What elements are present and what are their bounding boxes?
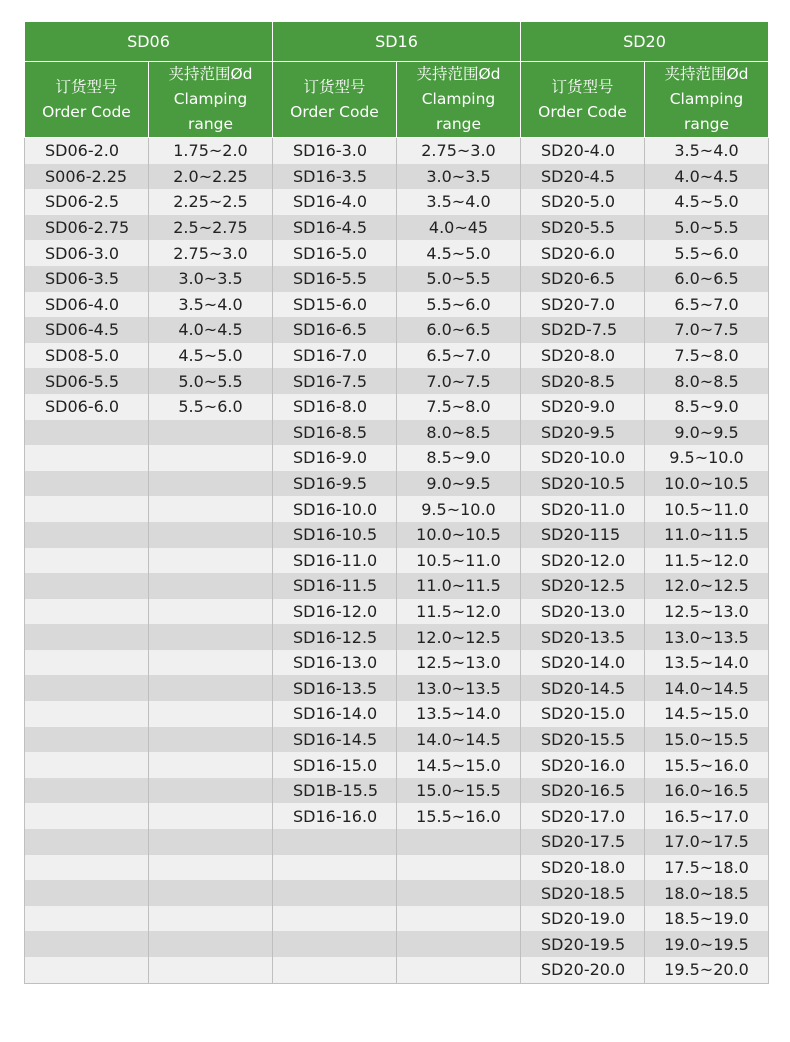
- table-row: [25, 445, 769, 471]
- sd06-order-code-cell: [25, 855, 149, 881]
- sd06-order-code-cell: [25, 445, 149, 471]
- sd16-order-code-cell: SD16-10.5: [273, 522, 397, 548]
- sd16-order-code-cell: SD16-8.0: [273, 394, 397, 420]
- sd20-clamping-range-cell: 15.0~15.5: [645, 727, 769, 753]
- sd16-clamping-range-cell: 10.0~10.5: [397, 522, 521, 548]
- sd16-order-code-cell: [273, 855, 397, 881]
- sd20-clamping-range-cell: 17.0~17.5: [645, 829, 769, 855]
- sd16-order-code-cell: SD16-4.5: [273, 215, 397, 241]
- order-code-cn-label: 订货型号: [551, 77, 614, 96]
- sd06-order-code-cell: [25, 701, 149, 727]
- order-code-en-label: Order Code: [42, 102, 131, 121]
- sd16-clamping-range-cell: 4.0~45: [397, 215, 521, 241]
- sd16-order-code-cell: SD16-5.5: [273, 266, 397, 292]
- sd20-clamping-range-cell: 4.5~5.0: [645, 189, 769, 215]
- sd16-clamping-range-cell: [397, 855, 521, 881]
- sd20-clamping-range-cell: 16.0~16.5: [645, 778, 769, 804]
- sd16-clamping-range-cell: 7.5~8.0: [397, 394, 521, 420]
- table-row: [25, 624, 769, 650]
- sd16-order-code-cell: SD16-6.5: [273, 317, 397, 343]
- sd06-clamping-range-cell: 5.0~5.5: [149, 368, 273, 394]
- sd16-order-code-cell: SD16-13.5: [273, 675, 397, 701]
- sd20-clamping-range-cell: 13.0~13.5: [645, 624, 769, 650]
- clamping-range-en-label: Clamping: [421, 90, 496, 108]
- sd06-order-code-cell: [25, 803, 149, 829]
- sd16-order-code-cell: SD16-3.5: [273, 164, 397, 190]
- column-header-clamping-range: [149, 62, 273, 138]
- sd16-order-code-cell: SD16-11.0: [273, 548, 397, 574]
- sd06-order-code-cell: [25, 957, 149, 983]
- sd06-clamping-range-cell: [149, 855, 273, 881]
- sd06-order-code-cell: [25, 471, 149, 497]
- sd16-clamping-range-cell: [397, 880, 521, 906]
- sd06-clamping-range-cell: 3.5~4.0: [149, 292, 273, 318]
- column-header-clamping-range: [645, 62, 769, 138]
- sd16-order-code-cell: [273, 829, 397, 855]
- sd20-clamping-range-cell: 19.0~19.5: [645, 931, 769, 957]
- table-row: [25, 701, 769, 727]
- sd16-clamping-range-cell: 14.5~15.0: [397, 752, 521, 778]
- clamping-range-en-label: Clamping: [669, 90, 744, 108]
- table-row: [25, 880, 769, 906]
- table-row: [25, 675, 769, 701]
- sd16-clamping-range-cell: 8.5~9.0: [397, 445, 521, 471]
- sd16-order-code-cell: SD16-12.5: [273, 624, 397, 650]
- table-row: [25, 931, 769, 957]
- sd06-clamping-range-cell: [149, 778, 273, 804]
- sd20-order-code-cell: SD2D-7.5: [521, 317, 645, 343]
- sd16-clamping-range-cell: 8.0~8.5: [397, 420, 521, 446]
- table-row: [25, 420, 769, 446]
- sd16-clamping-range-cell: [397, 829, 521, 855]
- sd20-order-code-cell: SD20-8.0: [521, 343, 645, 369]
- sd16-order-code-cell: SD1B-15.5: [273, 778, 397, 804]
- sd06-order-code-cell: [25, 496, 149, 522]
- sd06-clamping-range-cell: [149, 906, 273, 932]
- sd06-clamping-range-cell: [149, 957, 273, 983]
- table-body: [25, 138, 769, 984]
- sd20-order-code-cell: SD20-5.0: [521, 189, 645, 215]
- sd20-order-code-cell: SD20-10.5: [521, 471, 645, 497]
- sd20-order-code-cell: SD20-5.5: [521, 215, 645, 241]
- sd20-clamping-range-cell: 16.5~17.0: [645, 803, 769, 829]
- table-row: [25, 394, 769, 420]
- sd16-order-code-cell: [273, 931, 397, 957]
- sd06-order-code-cell: SD08-5.0: [25, 343, 149, 369]
- sd20-clamping-range-cell: 10.0~10.5: [645, 471, 769, 497]
- group-header-row: [25, 22, 769, 62]
- sd06-order-code-cell: SD06-4.0: [25, 292, 149, 318]
- table-row: [25, 727, 769, 753]
- sd06-clamping-range-cell: 4.0~4.5: [149, 317, 273, 343]
- table-row: [25, 471, 769, 497]
- sd16-clamping-range-cell: 11.0~11.5: [397, 573, 521, 599]
- sd06-clamping-range-cell: [149, 522, 273, 548]
- sd06-order-code-cell: [25, 931, 149, 957]
- table-row: [25, 496, 769, 522]
- sd06-order-code-cell: [25, 522, 149, 548]
- order-code-cn-label: 订货型号: [303, 77, 366, 96]
- table-row: [25, 829, 769, 855]
- sd20-order-code-cell: SD20-4.5: [521, 164, 645, 190]
- sd06-order-code-cell: SD06-4.5: [25, 317, 149, 343]
- sd20-order-code-cell: SD20-13.0: [521, 599, 645, 625]
- sd16-clamping-range-cell: 5.5~6.0: [397, 292, 521, 318]
- clamping-range-en-label-2: range: [435, 115, 482, 133]
- sd16-clamping-range-cell: 3.0~3.5: [397, 164, 521, 190]
- sd16-clamping-range-cell: 10.5~11.0: [397, 548, 521, 574]
- sd16-order-code-cell: SD16-13.0: [273, 650, 397, 676]
- sd16-clamping-range-cell: 6.5~7.0: [397, 343, 521, 369]
- sd20-clamping-range-cell: 18.5~19.0: [645, 906, 769, 932]
- order-code-en-label: Order Code: [290, 102, 379, 121]
- sd16-clamping-range-cell: 13.5~14.0: [397, 701, 521, 727]
- sd20-clamping-range-cell: 9.0~9.5: [645, 420, 769, 446]
- sd06-clamping-range-cell: [149, 496, 273, 522]
- sd06-order-code-cell: S006-2.25: [25, 164, 149, 190]
- sd06-order-code-cell: [25, 778, 149, 804]
- table-row: [25, 138, 769, 164]
- sd06-order-code-cell: [25, 880, 149, 906]
- table-header: [25, 22, 769, 138]
- table-row: [25, 650, 769, 676]
- sd06-order-code-cell: SD06-2.0: [25, 138, 149, 164]
- sd20-clamping-range-cell: 3.5~4.0: [645, 138, 769, 164]
- sd16-order-code-cell: SD16-9.0: [273, 445, 397, 471]
- sd06-clamping-range-cell: 2.75~3.0: [149, 240, 273, 266]
- sd20-clamping-range-cell: 11.5~12.0: [645, 548, 769, 574]
- sd20-order-code-cell: SD20-4.0: [521, 138, 645, 164]
- sd20-clamping-range-cell: 7.0~7.5: [645, 317, 769, 343]
- clamping-range-en-label-2: range: [683, 115, 730, 133]
- table-row: [25, 778, 769, 804]
- sd06-clamping-range-cell: [149, 471, 273, 497]
- sd06-order-code-cell: SD06-3.5: [25, 266, 149, 292]
- sd20-order-code-cell: SD20-16.5: [521, 778, 645, 804]
- sd06-order-code-cell: [25, 829, 149, 855]
- sd20-order-code-cell: SD20-6.5: [521, 266, 645, 292]
- sd20-order-code-cell: SD20-17.0: [521, 803, 645, 829]
- sd20-order-code-cell: SD20-18.5: [521, 880, 645, 906]
- sd06-clamping-range-cell: [149, 548, 273, 574]
- sd06-clamping-range-cell: [149, 624, 273, 650]
- sd16-clamping-range-cell: 5.0~5.5: [397, 266, 521, 292]
- sd06-order-code-cell: [25, 548, 149, 574]
- sd20-order-code-cell: SD20-9.0: [521, 394, 645, 420]
- sd20-order-code-cell: SD20-14.0: [521, 650, 645, 676]
- sd20-order-code-cell: SD20-115: [521, 522, 645, 548]
- table-row: [25, 189, 769, 215]
- clamping-range-cn-label: 夹持范围Ød: [168, 65, 253, 83]
- sd20-clamping-range-cell: 5.5~6.0: [645, 240, 769, 266]
- table-row: [25, 752, 769, 778]
- order-code-cn-label: 订货型号: [55, 77, 118, 96]
- sd16-clamping-range-cell: 13.0~13.5: [397, 675, 521, 701]
- sd20-order-code-cell: SD20-11.0: [521, 496, 645, 522]
- sd20-clamping-range-cell: 14.0~14.5: [645, 675, 769, 701]
- sd06-clamping-range-cell: 2.5~2.75: [149, 215, 273, 241]
- sd06-clamping-range-cell: [149, 829, 273, 855]
- sd20-order-code-cell: SD20-17.5: [521, 829, 645, 855]
- sd20-clamping-range-cell: 11.0~11.5: [645, 522, 769, 548]
- sd06-order-code-cell: [25, 650, 149, 676]
- sd20-order-code-cell: SD20-19.0: [521, 906, 645, 932]
- sd06-clamping-range-cell: [149, 880, 273, 906]
- sd16-clamping-range-cell: 14.0~14.5: [397, 727, 521, 753]
- sd16-order-code-cell: SD16-14.5: [273, 727, 397, 753]
- sd16-order-code-cell: SD16-4.0: [273, 189, 397, 215]
- order-code-en-label: Order Code: [538, 102, 627, 121]
- table-row: [25, 599, 769, 625]
- table-row: [25, 215, 769, 241]
- sd20-order-code-cell: SD20-20.0: [521, 957, 645, 983]
- sd20-clamping-range-cell: 9.5~10.0: [645, 445, 769, 471]
- sd16-clamping-range-cell: [397, 931, 521, 957]
- sd20-clamping-range-cell: 7.5~8.0: [645, 343, 769, 369]
- sd20-order-code-cell: SD20-14.5: [521, 675, 645, 701]
- sd20-clamping-range-cell: 12.0~12.5: [645, 573, 769, 599]
- sd16-clamping-range-cell: 9.0~9.5: [397, 471, 521, 497]
- sd20-clamping-range-cell: 19.5~20.0: [645, 957, 769, 983]
- sd16-order-code-cell: SD16-5.0: [273, 240, 397, 266]
- sd16-order-code-cell: SD16-15.0: [273, 752, 397, 778]
- sd20-clamping-range-cell: 6.0~6.5: [645, 266, 769, 292]
- table-row: [25, 957, 769, 983]
- sd20-order-code-cell: SD20-10.0: [521, 445, 645, 471]
- sd20-clamping-range-cell: 4.0~4.5: [645, 164, 769, 190]
- sd20-order-code-cell: SD20-19.5: [521, 931, 645, 957]
- table-row: [25, 317, 769, 343]
- table-row: [25, 240, 769, 266]
- sd16-order-code-cell: SD16-14.0: [273, 701, 397, 727]
- sd06-clamping-range-cell: 2.25~2.5: [149, 189, 273, 215]
- sd06-order-code-cell: SD06-3.0: [25, 240, 149, 266]
- sd06-order-code-cell: [25, 573, 149, 599]
- group-header-sd16: SD16: [273, 22, 521, 62]
- sd20-order-code-cell: SD20-12.5: [521, 573, 645, 599]
- sd16-order-code-cell: SD16-10.0: [273, 496, 397, 522]
- sd20-order-code-cell: SD20-8.5: [521, 368, 645, 394]
- sd06-clamping-range-cell: [149, 803, 273, 829]
- sd16-clamping-range-cell: 3.5~4.0: [397, 189, 521, 215]
- sd06-clamping-range-cell: [149, 701, 273, 727]
- sd16-clamping-range-cell: 11.5~12.0: [397, 599, 521, 625]
- sd20-clamping-range-cell: 14.5~15.0: [645, 701, 769, 727]
- sd06-order-code-cell: [25, 675, 149, 701]
- sd20-clamping-range-cell: 17.5~18.0: [645, 855, 769, 881]
- sd16-order-code-cell: [273, 880, 397, 906]
- clamping-range-cn-label: 夹持范围Ød: [416, 65, 501, 83]
- sd16-order-code-cell: SD16-3.0: [273, 138, 397, 164]
- table-row: [25, 522, 769, 548]
- sd06-order-code-cell: [25, 624, 149, 650]
- sd20-clamping-range-cell: 8.5~9.0: [645, 394, 769, 420]
- sd16-order-code-cell: [273, 957, 397, 983]
- sd16-clamping-range-cell: [397, 906, 521, 932]
- sd16-clamping-range-cell: 15.5~16.0: [397, 803, 521, 829]
- sd20-clamping-range-cell: 12.5~13.0: [645, 599, 769, 625]
- sd16-clamping-range-cell: 12.5~13.0: [397, 650, 521, 676]
- sd16-order-code-cell: [273, 906, 397, 932]
- sd06-clamping-range-cell: 4.5~5.0: [149, 343, 273, 369]
- sd20-clamping-range-cell: 18.0~18.5: [645, 880, 769, 906]
- sd06-order-code-cell: [25, 906, 149, 932]
- sd06-clamping-range-cell: [149, 445, 273, 471]
- sd06-order-code-cell: [25, 599, 149, 625]
- table-row: [25, 266, 769, 292]
- clamping-range-cn-label: 夹持范围Ød: [664, 65, 749, 83]
- table-row: [25, 855, 769, 881]
- sd06-order-code-cell: [25, 727, 149, 753]
- sd16-clamping-range-cell: 7.0~7.5: [397, 368, 521, 394]
- sd20-clamping-range-cell: 15.5~16.0: [645, 752, 769, 778]
- table-row: [25, 573, 769, 599]
- sd16-order-code-cell: SD16-9.5: [273, 471, 397, 497]
- sd16-order-code-cell: SD16-7.5: [273, 368, 397, 394]
- sd20-order-code-cell: SD20-6.0: [521, 240, 645, 266]
- sd06-clamping-range-cell: [149, 752, 273, 778]
- sd06-clamping-range-cell: 1.75~2.0: [149, 138, 273, 164]
- sd06-clamping-range-cell: 2.0~2.25: [149, 164, 273, 190]
- sd20-order-code-cell: SD20-16.0: [521, 752, 645, 778]
- group-header-sd06: SD06: [25, 22, 273, 62]
- sd06-clamping-range-cell: [149, 727, 273, 753]
- sd06-order-code-cell: SD06-2.5: [25, 189, 149, 215]
- clamping-range-en-label-2: range: [187, 115, 234, 133]
- sd20-order-code-cell: SD20-15.0: [521, 701, 645, 727]
- sd06-clamping-range-cell: [149, 573, 273, 599]
- sd06-clamping-range-cell: 3.0~3.5: [149, 266, 273, 292]
- table-row: [25, 292, 769, 318]
- table-row: [25, 548, 769, 574]
- sd06-order-code-cell: SD06-5.5: [25, 368, 149, 394]
- sd06-clamping-range-cell: 5.5~6.0: [149, 394, 273, 420]
- sd06-clamping-range-cell: [149, 931, 273, 957]
- sd06-order-code-cell: SD06-2.75: [25, 215, 149, 241]
- column-header-order-code: [25, 62, 149, 138]
- sd16-order-code-cell: SD16-16.0: [273, 803, 397, 829]
- table-row: [25, 906, 769, 932]
- sd06-order-code-cell: [25, 420, 149, 446]
- column-header-clamping-range: [397, 62, 521, 138]
- sd20-order-code-cell: SD20-18.0: [521, 855, 645, 881]
- sd20-clamping-range-cell: 8.0~8.5: [645, 368, 769, 394]
- sd06-order-code-cell: [25, 752, 149, 778]
- sd06-clamping-range-cell: [149, 420, 273, 446]
- sd20-clamping-range-cell: 5.0~5.5: [645, 215, 769, 241]
- sd06-order-code-cell: SD06-6.0: [25, 394, 149, 420]
- table-row: [25, 368, 769, 394]
- sd06-clamping-range-cell: [149, 599, 273, 625]
- sd20-order-code-cell: SD20-9.5: [521, 420, 645, 446]
- sd06-clamping-range-cell: [149, 675, 273, 701]
- sd16-clamping-range-cell: 6.0~6.5: [397, 317, 521, 343]
- sd16-clamping-range-cell: 4.5~5.0: [397, 240, 521, 266]
- column-header-order-code: [273, 62, 397, 138]
- sd20-clamping-range-cell: 13.5~14.0: [645, 650, 769, 676]
- sd20-clamping-range-cell: 6.5~7.0: [645, 292, 769, 318]
- sd16-order-code-cell: SD16-11.5: [273, 573, 397, 599]
- sd16-order-code-cell: SD15-6.0: [273, 292, 397, 318]
- sd16-clamping-range-cell: 9.5~10.0: [397, 496, 521, 522]
- sd16-order-code-cell: SD16-8.5: [273, 420, 397, 446]
- column-header-order-code: [521, 62, 645, 138]
- sd20-clamping-range-cell: 10.5~11.0: [645, 496, 769, 522]
- column-header-row: [25, 62, 769, 138]
- sd20-order-code-cell: SD20-15.5: [521, 727, 645, 753]
- sd16-clamping-range-cell: 12.0~12.5: [397, 624, 521, 650]
- group-header-sd20: SD20: [521, 22, 769, 62]
- sd20-order-code-cell: SD20-12.0: [521, 548, 645, 574]
- sd06-clamping-range-cell: [149, 650, 273, 676]
- sd16-clamping-range-cell: 15.0~15.5: [397, 778, 521, 804]
- table-row: [25, 343, 769, 369]
- clamping-range-en-label: Clamping: [173, 90, 248, 108]
- sd20-order-code-cell: SD20-13.5: [521, 624, 645, 650]
- sd16-clamping-range-cell: 2.75~3.0: [397, 138, 521, 164]
- table-row: [25, 803, 769, 829]
- sd16-clamping-range-cell: [397, 957, 521, 983]
- table-row: [25, 164, 769, 190]
- sd16-order-code-cell: SD16-12.0: [273, 599, 397, 625]
- sd16-order-code-cell: SD16-7.0: [273, 343, 397, 369]
- sd20-order-code-cell: SD20-7.0: [521, 292, 645, 318]
- clamping-range-table: [24, 21, 769, 984]
